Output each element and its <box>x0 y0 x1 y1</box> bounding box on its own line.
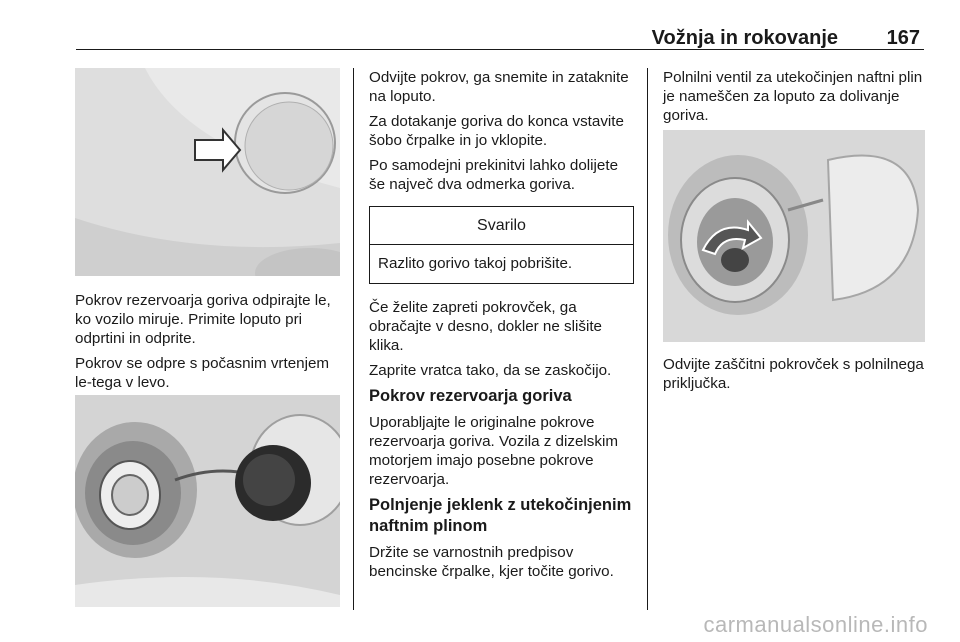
paragraph: Uporabljajte le originalne pokrove rezervoarja goriva. Vozila z dizelskim motorjem imajo posebne pokrove rezervoarja. <box>369 414 618 488</box>
column-divider <box>353 68 354 610</box>
column-3 <box>663 68 928 131</box>
paragraph: Odvijte pokrov, ga snemite in zataknite na loputo. <box>369 69 629 105</box>
paragraph: Odvijte zaščitni pokrovček s polnilnega priključka. <box>663 356 924 392</box>
paragraph: Pokrov rezervoarja goriva odpirajte le, ko vozilo miruje. Primite loputo pri odprtini in odprite. <box>75 292 331 347</box>
paragraph: Polnilni ventil za utekočinjen naftni plin je nameščen za loputo za dolivanje goriva. <box>663 69 923 124</box>
fuel-flap-illustration <box>75 68 340 276</box>
page-number: 167 <box>886 27 920 49</box>
section-heading: Polnjenje jeklenk z utekočinjenim naftnim plinom <box>369 496 632 535</box>
section-heading: Pokrov rezervoarja goriva <box>369 387 572 405</box>
watermark: carmanualsonline.info <box>703 612 928 637</box>
fuel-cap-open-illustration <box>75 395 340 607</box>
section-title: Vožnja in rokovanje <box>651 27 838 49</box>
paragraph: Držite se varnostnih predpisov bencinske črpalke, kjer točite gorivo. <box>369 544 614 580</box>
paragraph: Pokrov se odpre s počasnim vrtenjem le-tega v levo. <box>75 355 330 391</box>
warning-body: Razlito gorivo takoj pobrišite. <box>378 255 573 272</box>
column-1 <box>75 291 340 398</box>
paragraph: Po samodejni prekinitvi lahko dolijete še največ dva odmerka goriva. <box>369 157 619 193</box>
paragraph: Za dotakanje goriva do konca vstavite šobo črpalke in jo vklopite. <box>369 113 624 149</box>
paragraph: Zaprite vratca tako, da se zaskočijo. <box>369 362 612 379</box>
page-header <box>76 0 924 50</box>
paragraph: Če želite zapreti pokrovček, ga obračajte v desno, dokler ne slišite klika. <box>369 299 603 354</box>
column-2 <box>369 68 634 587</box>
column-divider <box>647 68 648 610</box>
column-3-lower <box>663 355 928 399</box>
warning-title: Svarilo <box>370 207 633 245</box>
lpg-valve-illustration <box>663 130 925 342</box>
warning-box <box>369 206 634 284</box>
